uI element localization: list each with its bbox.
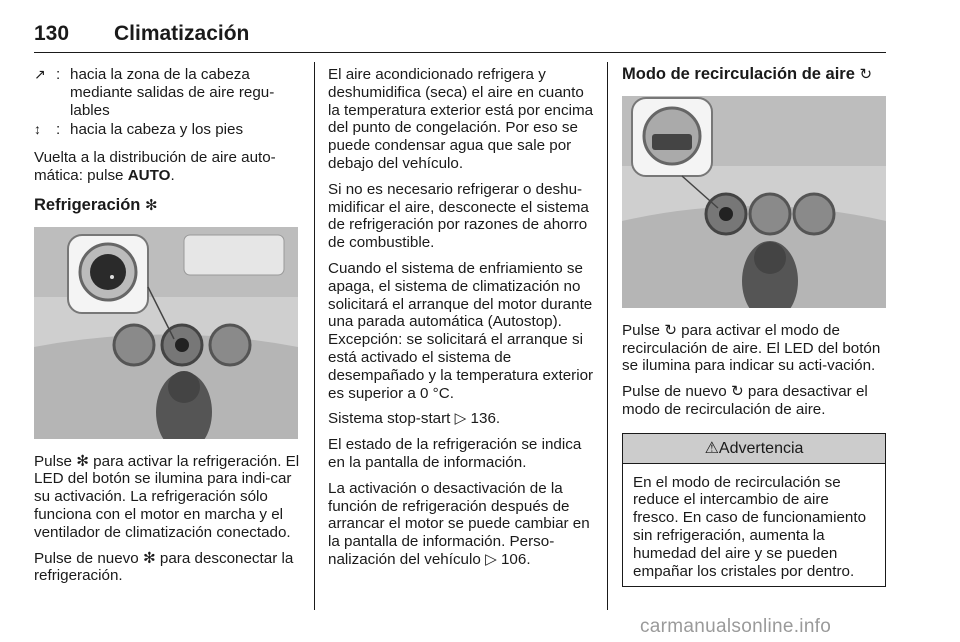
head-feet-icon: ↕: [34, 121, 41, 138]
personalization-reference: La activación o desactivación de la función de refrigeración después de arrancar el motor se puede cambiar en la pantalla de información. Perso-nalización del vehículo ▷ 106.: [328, 479, 590, 568]
recirculation-icon: ↻: [730, 383, 744, 401]
page-ref-icon: ▷: [485, 550, 497, 568]
column-divider: [607, 62, 608, 610]
paragraph: Cuando el sistema de enfriamiento se apaga, el sistema de climatización no solicitará el arranque del motor durante una parada automática (Autostop). Excepción: se solicitará el arranque si está activado el sistema de desempañado y la temperatura exterior es superior a 0 °C.: [328, 259, 594, 402]
recirculation-button-photo: [622, 96, 886, 308]
paragraph: Si no es necesario refrigerar o deshu-midificar el aire, desconecte el sistema de refrigeración por razones de ahorro de combustible.: [328, 180, 589, 252]
section-heading-recirculation: Modo de recirculación de aire ↻: [622, 65, 873, 83]
warning-icon: ⚠: [704, 439, 719, 457]
recirculation-on-paragraph: Pulse ↻ para activar el modo de recirculación de aire. El LED del botón se ilumina para indicar su acti-vación.: [622, 321, 881, 375]
snowflake-icon: ✻: [76, 452, 89, 470]
warning-header: [623, 434, 885, 464]
page-title: Climatización: [114, 22, 250, 45]
warning-box: [622, 433, 886, 588]
stop-start-reference: Sistema stop-start ▷ 136.: [328, 410, 501, 428]
page-header: [34, 22, 886, 53]
recirculation-off-paragraph: Pulse de nuevo ↻ para desactivar el modo de recirculación de aire.: [622, 383, 868, 418]
list-item-text: hacia la cabeza y los pies: [70, 121, 244, 139]
snowflake-icon: ✻: [142, 549, 156, 567]
list-item: ↗ : hacia la zona de la cabeza mediante salidas de aire regu-lables: [34, 66, 300, 119]
column-right: [622, 66, 886, 587]
recirculation-icon: ↻: [859, 66, 873, 83]
column-left: [34, 66, 300, 593]
column-middle: [328, 66, 594, 577]
head-vent-icon: ↗: [34, 66, 46, 82]
list-item: ↕ : hacia la cabeza y los pies: [34, 121, 300, 139]
warning-text: En el modo de recirculación se reduce el intercambio de aire fresco. En caso de funcionamiento sin refrigeración, aumenta la humedad del aire y se pueden empañar los cristales por dentro.: [633, 473, 867, 580]
cooling-on-paragraph: Pulse ✻ para activar la refrigeración. El LED del botón se ilumina para indi-car su activación. La refrigeración sólo funciona con el motor en marcha y el ventilador de climatización conectado.: [34, 452, 300, 541]
auto-paragraph: Vuelta a la distribución de aire auto-mática: pulse AUTO.: [34, 149, 276, 184]
paragraph: El aire acondicionado refrigera y deshumidifica (seca) el aire en cuanto la temperatura exterior está por encima del punto de congelación. Por eso se puede condensar agua que sale por debajo del vehículo.: [328, 66, 594, 172]
page-number: 130: [34, 22, 70, 45]
column-divider: [314, 62, 315, 610]
section-heading-cooling: Refrigeración ✻: [34, 195, 158, 214]
cooling-button-photo: [34, 227, 298, 439]
warning-title: Advertencia: [718, 439, 804, 457]
cooling-off-paragraph: Pulse de nuevo ✻ para desconectar la refrigeración.: [34, 549, 294, 585]
list-item-text: hacia la zona de la cabeza mediante salidas de aire regu-lables: [70, 66, 275, 119]
snowflake-icon: ✻: [144, 196, 158, 214]
paragraph: El estado de la refrigeración se indica en la pantalla de información.: [328, 436, 582, 471]
auto-label: AUTO: [127, 166, 171, 184]
page-ref-icon: ▷: [454, 410, 467, 428]
recirculation-icon: ↻: [664, 321, 677, 339]
watermark: carmanualsonline.info: [640, 616, 832, 637]
